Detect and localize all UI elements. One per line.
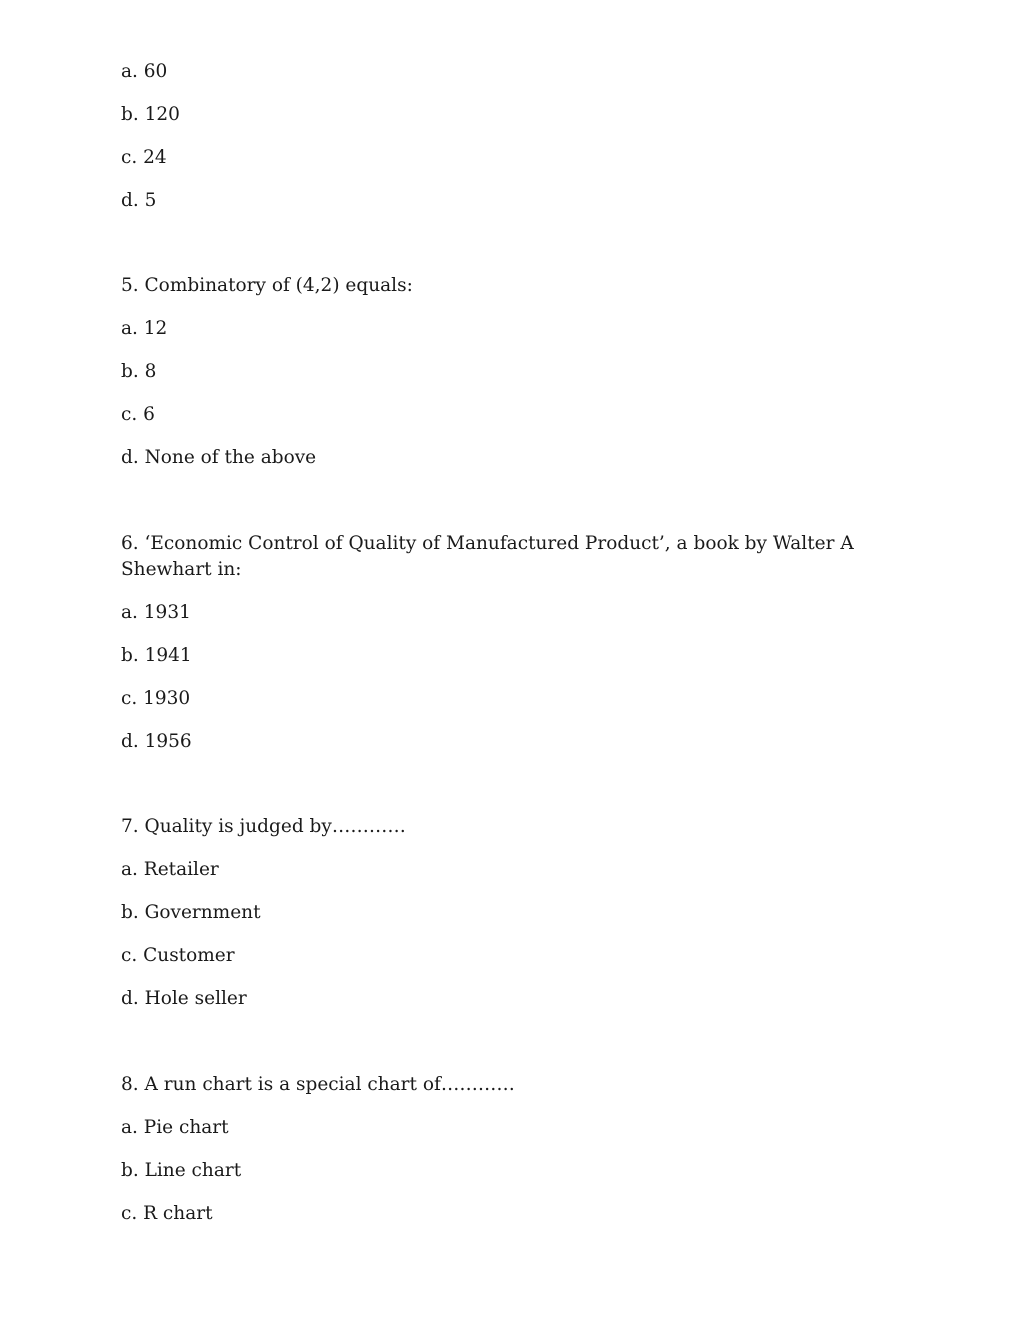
- option-c: c. R chart: [121, 1203, 213, 1224]
- option-d: d. None of the above: [121, 447, 317, 468]
- option-c: c. 1930: [121, 688, 191, 709]
- option-a: a. 1931: [121, 602, 191, 623]
- option-c: c. 6: [121, 404, 155, 425]
- option-b: b. 8: [121, 361, 157, 382]
- option-d: d. 1956: [121, 731, 192, 752]
- option-a: a. 60: [121, 61, 168, 82]
- option-c: c. 24: [121, 147, 167, 168]
- option-b: b. 1941: [121, 645, 192, 666]
- option-b: b. Line chart: [121, 1160, 242, 1181]
- option-b: b. 120: [121, 104, 180, 125]
- option-a: a. 12: [121, 318, 168, 339]
- option-a: a. Retailer: [121, 859, 219, 880]
- option-d: d. Hole seller: [121, 988, 247, 1009]
- option-b: b. Government: [121, 902, 261, 923]
- question-7: 7. Quality is judged by…………: [121, 816, 406, 837]
- question-5: 5. Combinatory of (4,2) equals:: [121, 275, 413, 296]
- question-8: 8. A run chart is a special chart of…………: [121, 1074, 515, 1095]
- question-6: 6. ‘Economic Control of Quality of Manufactured Product’, a book by Walter A Shewhart in:: [121, 533, 854, 580]
- option-a: a. Pie chart: [121, 1117, 229, 1138]
- option-d: d. 5: [121, 190, 157, 211]
- option-c: c. Customer: [121, 945, 235, 966]
